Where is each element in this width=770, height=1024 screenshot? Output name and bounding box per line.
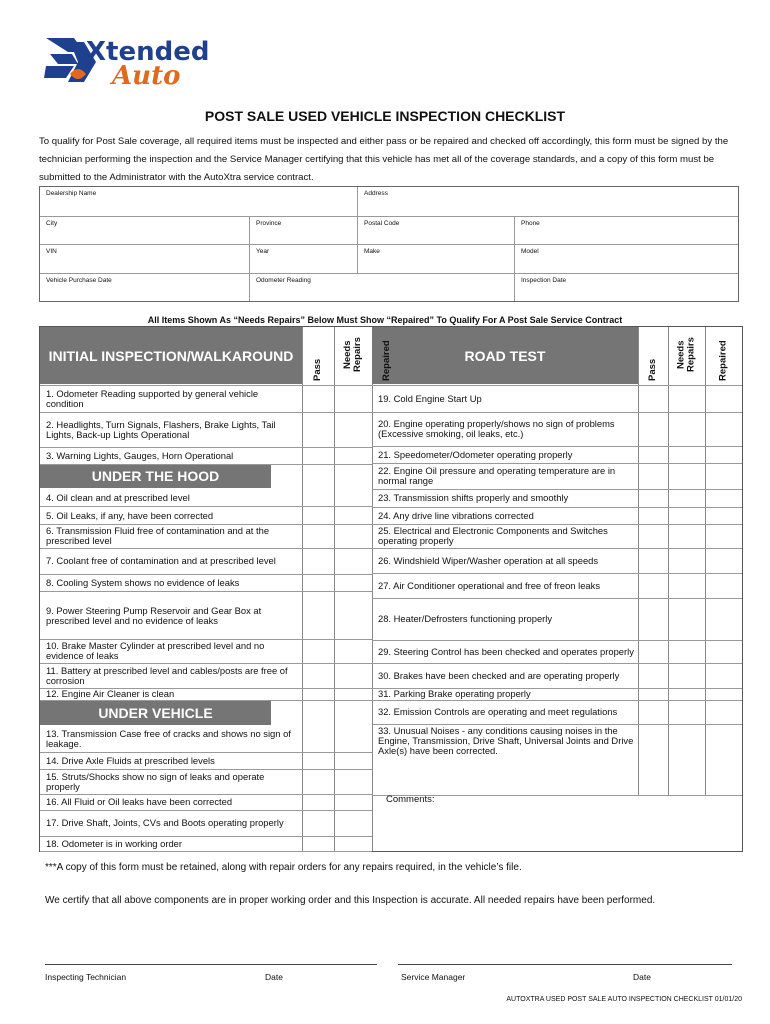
- logo-text-main: Xtended: [86, 37, 210, 67]
- dealership-name-field[interactable]: Dealership Name: [40, 187, 358, 217]
- col-pass-left: Pass: [312, 358, 323, 381]
- technician-label: Inspecting Technician: [45, 972, 127, 982]
- checklist-item-14: 14. Drive Axle Fluids at prescribed levels: [46, 754, 215, 766]
- section-road-test: ROAD TEST: [372, 327, 638, 384]
- checklist-item-24: 24. Any drive line vibrations corrected: [378, 509, 534, 521]
- col-pass-right: Pass: [647, 358, 658, 381]
- col-needs-left: Needs Repairs: [342, 337, 363, 373]
- checklist-item-20: 20. Engine operating properly/shows no sign of problems (Excessive smoking, oil leaks, etc.): [378, 418, 615, 439]
- odometer-field[interactable]: Odometer Reading: [250, 274, 515, 301]
- checklist-item-22: 22. Engine Oil pressure and operating temperature are in normal range: [378, 465, 616, 486]
- manager-signature-line[interactable]: [398, 964, 732, 965]
- vehicle-info-form: [39, 186, 739, 302]
- checklist-item-21: 21. Speedometer/Odometer operating properly: [378, 448, 573, 460]
- checklist-item-3: 3. Warning Lights, Gauges, Horn Operational: [46, 449, 234, 461]
- checklist-item-30: 30. Brakes have been checked and are operating properly: [378, 669, 620, 681]
- manager-date-label: Date: [633, 972, 651, 982]
- section-under-the-hood: UNDER THE HOOD: [40, 464, 271, 488]
- comments-area[interactable]: [372, 795, 742, 851]
- checklist-item-6: 6. Transmission Fluid free of contamination and at the prescribed level: [46, 525, 270, 546]
- section-initial-inspection: INITIAL INSPECTION/WALKAROUND: [40, 327, 302, 384]
- phone-field[interactable]: Phone: [515, 217, 738, 245]
- checklist-item-13: 13. Transmission Case free of cracks and shows no sign of leakage.: [46, 728, 291, 749]
- vin-field[interactable]: VIN: [40, 245, 250, 274]
- checklist-item-2: 2. Headlights, Turn Signals, Flashers, Brake Lights, Tail Lights, Back-up Lights Operational: [46, 419, 276, 440]
- logo-text-sub: Auto: [112, 61, 181, 91]
- model-field[interactable]: Model: [515, 245, 738, 274]
- checklist-item-29: 29. Steering Control has been checked and operates properly: [378, 645, 634, 657]
- retention-note: ***A copy of this form must be retained, along with repair orders for any repairs required, in the vehicle’s file.: [45, 862, 522, 873]
- checklist-item-5: 5. Oil Leaks, if any, have been corrected: [46, 509, 214, 521]
- checklist-item-25: 25. Electrical and Electronic Components and Switches operating properly: [378, 525, 608, 546]
- checklist-item-18: 18. Odometer is in working order: [46, 837, 182, 849]
- purchase-date-field[interactable]: Vehicle Purchase Date: [40, 274, 250, 301]
- technician-signature-line[interactable]: [45, 964, 377, 965]
- address-field[interactable]: Address: [358, 187, 738, 217]
- checklist-item-9: 9. Power Steering Pump Reservoir and Gear Box at prescribed level and no evidence of leaks: [46, 604, 262, 626]
- postal-code-field[interactable]: Postal Code: [358, 217, 515, 245]
- checklist-item-19: 19. Cold Engine Start Up: [378, 393, 482, 404]
- make-field[interactable]: Make: [358, 245, 515, 274]
- checklist-item-23: 23. Transmission shifts properly and smoothly: [378, 492, 569, 503]
- province-field[interactable]: Province: [250, 217, 358, 245]
- checklist-item-32: 32. Emission Controls are operating and meet regulations: [378, 706, 618, 717]
- checklist-item-7: 7. Coolant free of contamination and at prescribed level: [46, 555, 276, 566]
- checklist-item-28: 28. Heater/Defrosters functioning properly: [378, 613, 553, 624]
- col-repaired-left: Repaired: [381, 340, 392, 381]
- form-id: AUTOXTRA USED POST SALE AUTO INSPECTION CHECKLIST 01/01/20: [506, 996, 742, 1003]
- checklist-item-27: 27. Air Conditioner operational and free of freon leaks: [378, 579, 601, 591]
- checklist-item-16: 16. All Fluid or Oil leaks have been corrected: [46, 796, 233, 807]
- checklist-item-15: 15. Struts/Shocks show no sign of leaks and operate properly: [46, 770, 265, 792]
- page-title: POST SALE USED VEHICLE INSPECTION CHECKLIST: [204, 108, 566, 124]
- col-needs-right: Needs Repairs: [675, 337, 697, 373]
- checklist-item-1: 1. Odometer Reading supported by general vehicle condition: [46, 388, 259, 409]
- inspection-date-field[interactable]: Inspection Date: [521, 277, 567, 284]
- col-repaired-right: Repaired: [717, 340, 729, 381]
- company-logo: [44, 34, 219, 94]
- qualify-notice: All Items Shown As “Needs Repairs” Below Must Show “Repaired” To Qualify For A Post Sale Service Contract: [147, 315, 623, 325]
- checklist-item-31: 31. Parking Brake operating properly: [378, 688, 531, 699]
- checklist-item-12: 12. Engine Air Cleaner is clean: [46, 688, 175, 699]
- inspection-checklist: [39, 326, 743, 852]
- comments-label: Comments:: [386, 794, 435, 805]
- section-under-vehicle: UNDER VEHICLE: [40, 701, 271, 725]
- intro-text: To qualify for Post Sale coverage, all required items must be inspected and either pass or be repaired and checked off accordingly, this form must be signed by the technician performing the inspection and the Service Manager certifying that this vehicle has met all of the coverage standards, and a copy of this form must be submitted to the Administrator with the AutoXtra service contract.: [39, 136, 729, 183]
- certification-statement: We certify that all above components are in proper working order and this Inspection is accurate. All needed repairs have been performed.: [45, 895, 656, 906]
- year-field[interactable]: Year: [250, 245, 358, 274]
- checklist-item-11: 11. Battery at prescribed level and cables/posts are free of corrosion: [46, 664, 288, 686]
- checklist-item-17: 17. Drive Shaft, Joints, CVs and Boots operating properly: [46, 817, 284, 828]
- checklist-item-33: 33. Unusual Noises - any conditions causing noises in the Engine, Transmission, Drive Shaft, Universal Joints and Drive Axle(s) have been corrected.: [378, 725, 634, 756]
- technician-date-label: Date: [265, 972, 283, 982]
- city-field[interactable]: City: [40, 217, 250, 245]
- checklist-item-26: 26. Windshield Wiper/Washer operation at all speeds: [378, 554, 599, 566]
- checklist-item-8: 8. Cooling System shows no evidence of leaks: [46, 576, 240, 588]
- checklist-item-4: 4. Oil clean and at prescribed level: [46, 491, 190, 503]
- checklist-item-10: 10. Brake Master Cylinder at prescribed level and no evidence of leaks: [46, 640, 265, 661]
- manager-label: Service Manager: [401, 972, 466, 982]
